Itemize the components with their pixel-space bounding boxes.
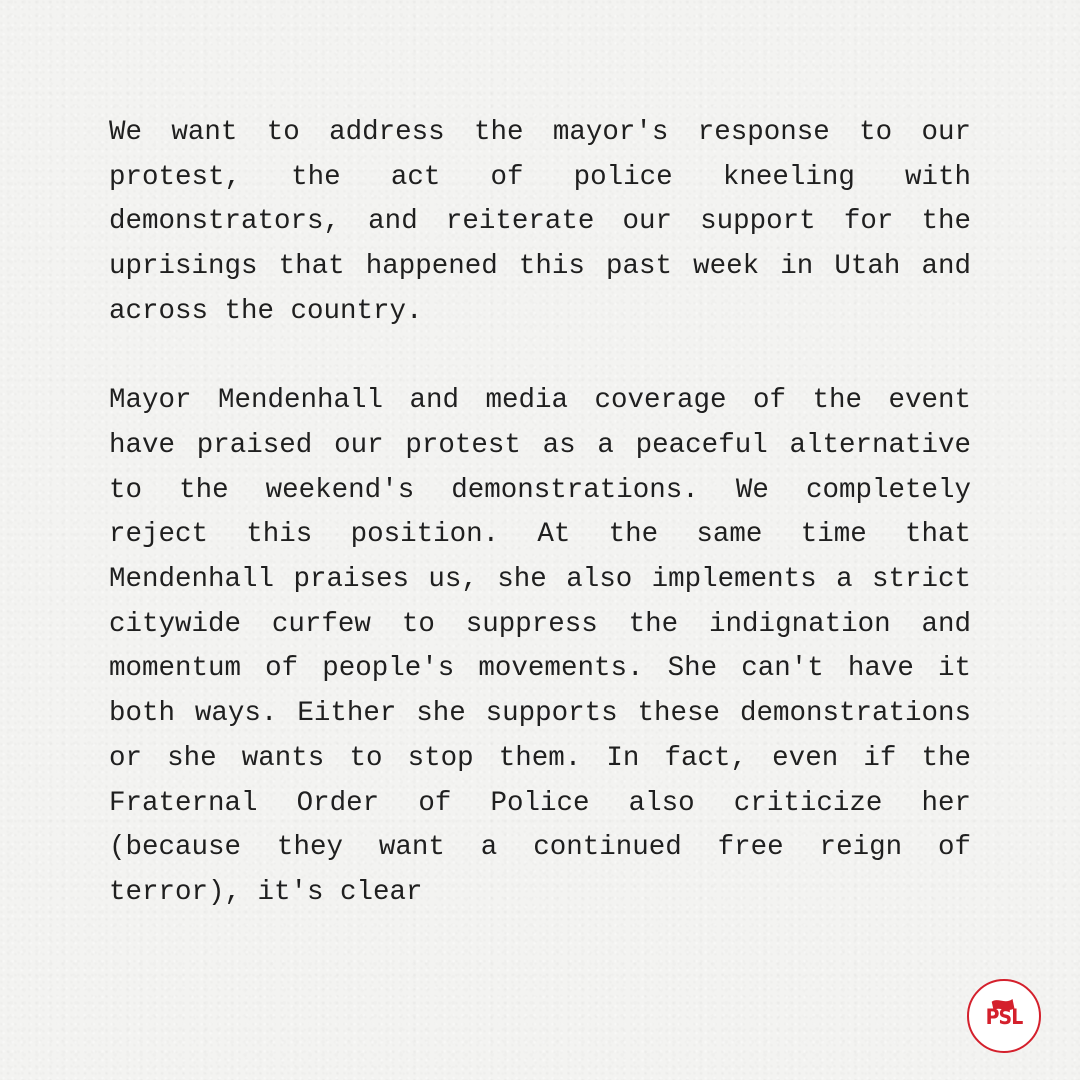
logo-text: PSL: [985, 1005, 1023, 1029]
statement-paragraph-1: We want to address the mayor's response to our protest, the act of police kneeling with demonstrators, and reiterate our support for the uprisings that happened this past week in Utah and across the country.: [109, 117, 971, 327]
psl-logo: [967, 979, 1041, 1053]
statement-paragraph-2: Mayor Mendenhall and media coverage of the event have praised our protest as a peaceful alternative to the weekend's demonstrations. We completely reject this position. At the same time that Mendenhall praises us, she also implements a strict citywide curfew to suppress the indignation and momentum of people's movements. She can't have it both ways. Either she supports these demonstrations or she wants to stop them. In fact, even if the Fraternal Order of Police also criticize her (because they want a continued free reign of terror), it's clear: [109, 385, 971, 908]
statement-text: [109, 111, 971, 916]
